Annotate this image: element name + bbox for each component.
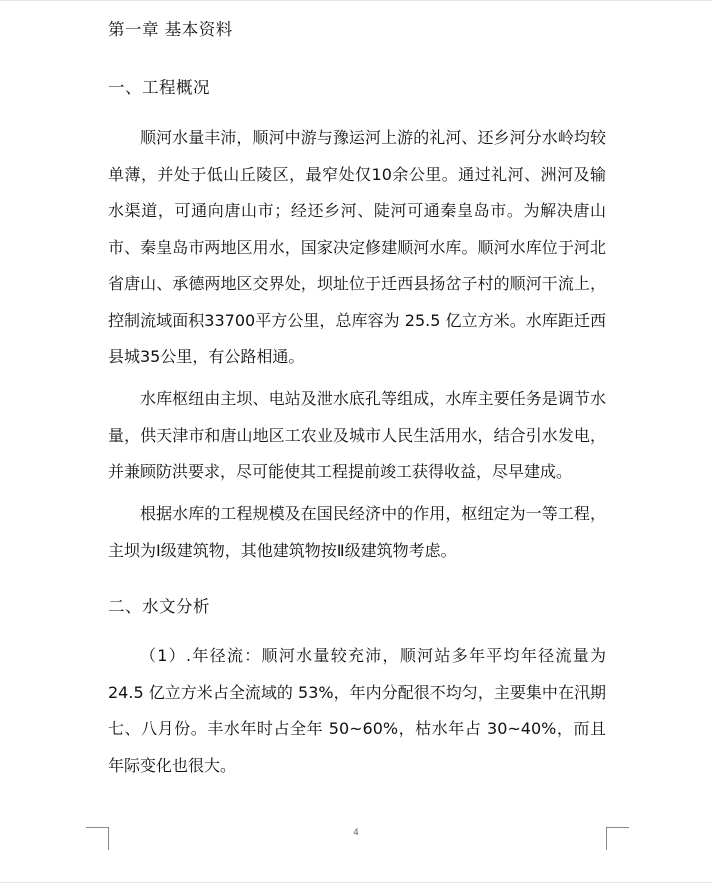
section-title-hydrology: 二、水文分析 [108,597,210,616]
page-top-edge [0,0,712,1]
paragraph-hydrology-1: （1）.年径流：顺河水量较充沛，顺河站多年平均年径流量为 24.5 亿立方米占全流域的 53%，年内分配很不均匀，主要集中在汛期七、八月份。丰水年时占全年 50~60%，枯水年占 30~40%，而且年际变化也很大。 [108,646,606,775]
paragraph-project-overview-3: 根据水库的工程规模及在国民经济中的作用，枢纽定为一等工程，主坝为Ⅰ级建筑物，其他建筑物按Ⅱ级建筑物考虑。 [108,504,606,560]
chapter-title: 第一章 基本资料 [108,20,233,39]
section-title-project-overview: 一、工程概况 [108,78,210,97]
page-number: 4 [353,828,359,838]
paragraph-project-overview-2: 水库枢纽由主坝、电站及泄水底孔等组成，水库主要任务是调节水量，供天津市和唐山地区工农业及城市人民生活用水，结合引水发电，并兼顾防洪要求，尽可能使其工程提前竣工获得收益，尽早建成。 [108,389,606,481]
paragraph-project-overview-1: 顺河水量丰沛，顺河中游与豫运河上游的礼河、还乡河分水岭均较单薄，并处于低山丘陵区，最窄处仅10余公里。通过礼河、洲河及输水渠道，可通向唐山市；经还乡河、陡河可通秦皇岛市。为解决唐山市、秦皇岛市两地区用水，国家决定修建顺河水库。顺河水库位于河北省唐山、承德两地区交界处，坝址位于迁西县扬岔子村的顺河干流上，控制流域面积33700平方公里，总库容为 25.5 亿立方米。水库距迁西县城35公里，有公路相通。 [108,128,606,366]
